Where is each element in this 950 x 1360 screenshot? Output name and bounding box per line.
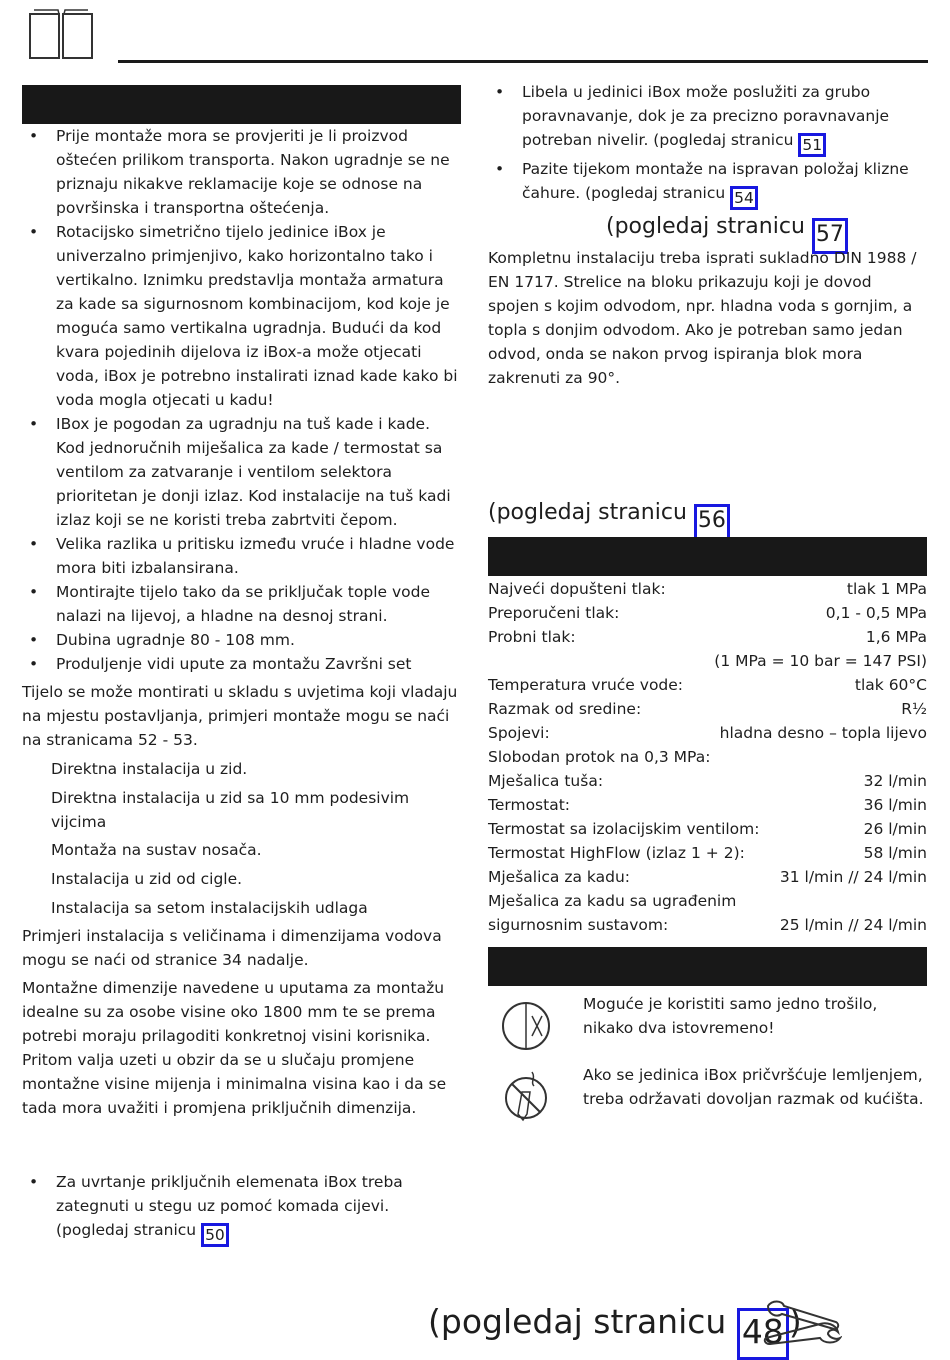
list-item: • Libela u jedinici iBox može poslužiti za grubo poravnavanje, dok je za precizno poravnavanje potreban nivelir. (pogledaj stranicu 51 [488, 80, 928, 157]
spec-value: tlak 60°C [854, 676, 927, 694]
spec-row [488, 913, 927, 937]
page-ref-link-48[interactable]: 48 [737, 1308, 789, 1360]
list-item: • Prije montaže mora se provjeriti je li proizvod oštećen prilikom transporta. Nakon ugradnje se ne priznaju nikakve reklamacije koje se odnose na površinska i transportna oštećenja. [22, 124, 462, 220]
spec-value: 0,1 - 0,5 MPa [825, 604, 927, 622]
spec-label: Mješalica za kadu: [488, 868, 630, 886]
spec-label: Probni tlak: [488, 628, 576, 646]
right-paragraph-flush: Kompletnu instalaciju treba isprati sukladno DIN 1988 / EN 1717. Strelice na bloku prikazuju koji je dovod spojen s kojim odvodom, npr. hladna voda s gornjim, a topla s donjim odvodom. Ako je potreban samo jedan odvod, onda se nakon prvog ispiranja blok mora zakrenuti za 90°. [488, 249, 917, 387]
single-consumer-icon [500, 1000, 552, 1052]
spec-value: 58 l/min [863, 844, 927, 862]
spec-label: Mješalica tuša: [488, 772, 604, 790]
list-item: • Produljenje vidi upute za montažu Završni set [22, 652, 462, 676]
section-bar-notes [488, 947, 927, 986]
spec-row [488, 865, 927, 889]
spec-row [488, 841, 927, 865]
spec-value: 26 l/min [863, 820, 927, 838]
spec-row [488, 649, 927, 673]
manual-book-icon [28, 8, 94, 60]
list-item: • Rotacijsko simetrično tijelo jedinice iBox je univerzalno primjenjivo, kako horizontalno tako i vertikalno. Iznimku predstavlja montaža armatura za kade sa sigurnosnom kombinacijom, kod koje je moguća samo vertikalna ugradnja. Budući da kod kvara pojedinih dijelova iz iBox-a može otjecati voda, iBox je potrebno instalirati iznad kade kako bi voda mogla otjecati u kadu! [22, 220, 462, 412]
spec-label: Mješalica za kadu sa ugrađenim [488, 892, 737, 910]
page-ref-link-57[interactable]: 57 [812, 218, 848, 254]
spec-value: tlak 1 MPa [846, 580, 927, 598]
left-paragraph-3: Montažne dimenzije navedene u uputama za montažu idealne su za osobe visine oko 1800 mm te se prema potrebi moraju prilagoditi konkretnoj visini korisnika. Pritom valja uzeti u obzir da se u slučaju promjene montažne visine mijenja i minimalna visina kao i da se tada mora uvažiti i promjena priključnih dimenzija. [22, 979, 447, 1117]
no-soldering-icon [500, 1070, 552, 1124]
spec-row [488, 793, 927, 817]
section-bar-left [22, 85, 461, 124]
left-paragraph-1: Tijelo se može montirati u skladu s uvjetima koji vladaju na mjestu postavljanja, primjeri montaže mogu se naći na stranicama 52 - 53. [22, 683, 458, 749]
spec-value: R½ [901, 700, 927, 718]
footer-page-ref: (pogledaj stranicu 48 ) [428, 1296, 802, 1360]
spec-label: Razmak od sredine: [488, 700, 642, 718]
note-single-consumer: Moguće je koristiti samo jedno trošilo, nikako dva istovremeno! [583, 995, 878, 1037]
spec-row [488, 889, 927, 913]
subitem-brick-wall: Instalacija u zid od cigle. [51, 870, 243, 888]
spec-value: 25 l/min // 24 l/min [779, 916, 927, 934]
subitem-direct-wall: Direktna instalacija u zid. [51, 760, 248, 778]
list-item: • Dubina ugradnje 80 - 108 mm. [22, 628, 462, 652]
spec-label: Temperatura vruće vode: [488, 676, 684, 694]
spec-label: Slobodan protok na 0,3 MPa: [488, 748, 711, 766]
spec-value: 1,6 MPa [865, 628, 927, 646]
list-item: • Pazite tijekom montaže na ispravan položaj klizne čahure. (pogledaj stranicu 54 [488, 157, 928, 210]
spec-row [488, 601, 927, 625]
page-ref-link-51[interactable]: 51 [798, 133, 826, 157]
subitem-direct-wall-screws: Direktna instalacija u zid sa 10 mm podesivim vijcima [51, 789, 410, 831]
spec-row [488, 817, 927, 841]
spec-table [488, 577, 927, 937]
spec-label: Najveći dopušteni tlak: [488, 580, 666, 598]
subitem-installation-set: Instalacija sa setom instalacijskih udlaga [51, 899, 368, 917]
spec-value: 31 l/min // 24 l/min [779, 868, 927, 886]
section-bar-specs [488, 537, 927, 576]
subitem-mounting-frame: Montaža na sustav nosača. [51, 841, 262, 859]
left-bullet-list [22, 124, 462, 676]
spec-label: Spojevi: [488, 724, 550, 742]
spec-label: sigurnosnim sustavom: [488, 916, 669, 934]
spec-row [488, 577, 927, 601]
note-soldering: Ako se jedinica iBox pričvršćuje lemljenjem, treba održavati dovoljan razmak od kućišta. [583, 1066, 924, 1108]
spec-row [488, 721, 927, 745]
spec-label: Preporučeni tlak: [488, 604, 620, 622]
list-item: • Montirajte tijelo tako da se priključak tople vode nalazi na lijevoj, a hladne na desnoj strani. [22, 580, 462, 628]
heading-page-ref-57: (pogledaj stranicu 57 [606, 210, 848, 254]
left-bullet-tighten [22, 1170, 462, 1247]
spec-row [488, 697, 927, 721]
spec-row [488, 625, 927, 649]
spec-row [488, 745, 927, 769]
spec-label: Termostat: [488, 796, 571, 814]
heading-page-ref-56: (pogledaj stranicu 56 [488, 496, 730, 540]
page-ref-link-50[interactable]: 50 [201, 1223, 229, 1247]
header-rule [118, 60, 928, 63]
list-item: • IBox je pogodan za ugradnju na tuš kade i kade. Kod jednoručnih miješalica za kade / termostat sa ventilom za zatvaranje i ventilom selektora prioritetan je donji izlaz. Kod instalacije na tuš kadi izlaz koji se ne koristi treba zabrtviti čepom. [22, 412, 462, 532]
right-bullet-list [488, 80, 928, 210]
spec-row [488, 769, 927, 793]
spec-label: Termostat sa izolacijskim ventilom: [488, 820, 760, 838]
spec-value: 32 l/min [863, 772, 927, 790]
left-paragraph-2: Primjeri instalacija s veličinama i dimenzijama vodova mogu se naći od stranice 34 nadalje. [22, 927, 442, 969]
spec-value: hladna desno – topla lijevo [719, 724, 927, 742]
list-item: • Za uvrtanje priključnih elemenata iBox treba zategnuti u stegu uz pomoć komada cijevi. (pogledaj stranicu 50 [22, 1170, 462, 1247]
spec-value: (1 MPa = 10 bar = 147 PSI) [714, 652, 927, 670]
page-ref-link-54[interactable]: 54 [730, 186, 758, 210]
spec-row [488, 673, 927, 697]
spec-value: 36 l/min [863, 796, 927, 814]
page-ref-link-56[interactable]: 56 [694, 504, 730, 540]
wrench-tools-icon [762, 1298, 842, 1346]
spec-label: Termostat HighFlow (izlaz 1 + 2): [488, 844, 745, 862]
list-item: • Velika razlika u pritisku između vruće i hladne vode mora biti izbalansirana. [22, 532, 462, 580]
